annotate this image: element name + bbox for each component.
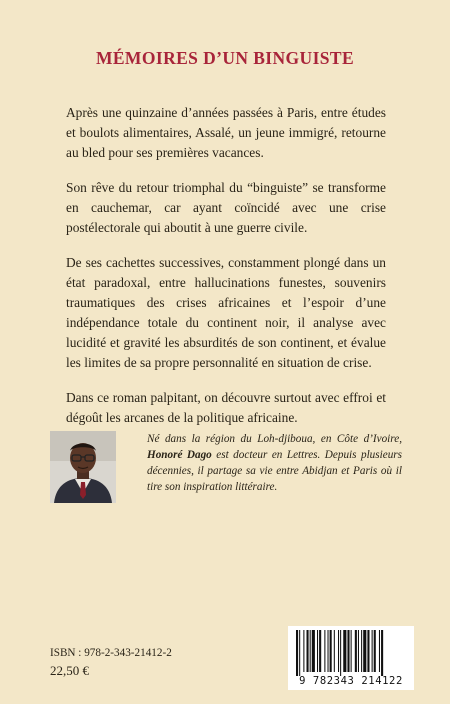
blurb-paragraph-3: De ses cachettes successives, constamment plongé dans un état paradoxal, entre hallucinations funestes, souvenirs traumatiques des crises africaines et l’espoir d’une indépendance totale du continent noir, il analyse avec lucidité et gravité les absurdités de son continent, et évalue les limites de sa propre personnalité en situation de crise.: [66, 255, 386, 370]
barcode-digits: 9 782343 214122: [299, 675, 403, 687]
author-bio: [147, 431, 402, 495]
author-bio-part2: est docteur en Lettres. Depuis plusieurs décennies, il partage sa vie entre Abidjan et Paris où il tire son inspiration littéraire.: [147, 449, 402, 493]
book-title: MÉMOIRES D’UN BINGUISTE: [95, 48, 355, 68]
blurb-paragraph-1: Après une quinzaine d’années passées à Paris, entre études et boulots alimentaires, Assalé, un jeune immigré, retourne au bled pour ses premières vacances.: [66, 105, 386, 160]
price: 22,50 €: [50, 663, 89, 678]
author-portrait-image: [50, 431, 116, 503]
author-photo: [50, 431, 116, 503]
blurb-paragraph-2: Son rêve du retour triomphal du “binguiste” se transforme en cauchemar, car ayant coïncidé avec une crise postélectorale qui aboutit à une guerre civile.: [66, 180, 386, 235]
blurb-paragraph-4: Dans ce roman palpitant, on découvre surtout avec effroi et dégoût les arcanes de la politique africaine.: [66, 390, 386, 425]
barcode: [288, 626, 414, 690]
isbn: ISBN : 978-2-343-21412-2: [50, 647, 172, 659]
author-name: Honoré Dago: [147, 449, 212, 461]
blurb: [66, 103, 386, 443]
barcode-bars: [288, 626, 414, 676]
author-bio-part1: Né dans la région du Loh-djiboua, en Côte d’Ivoire,: [147, 433, 402, 445]
